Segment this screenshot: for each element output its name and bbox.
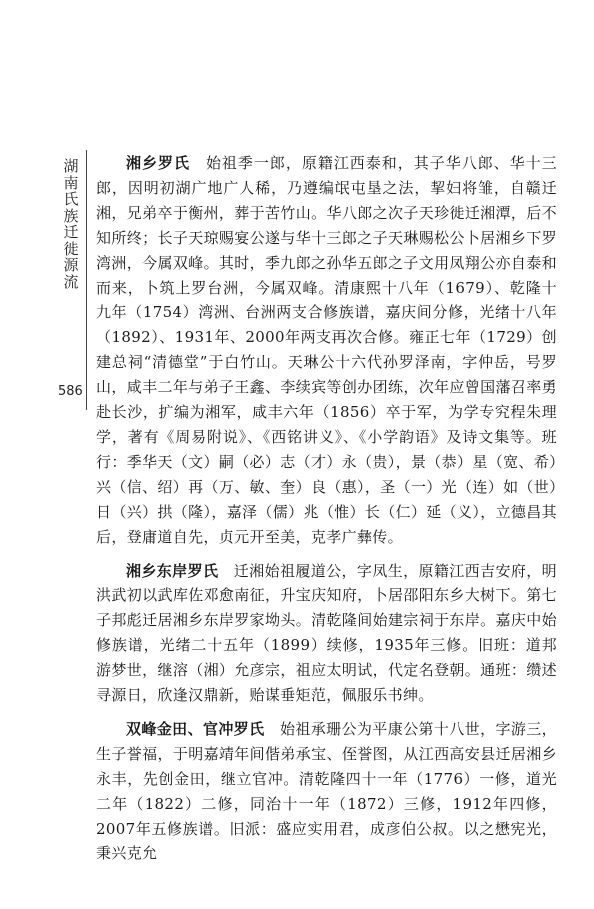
side-title-char: 湖 [63, 157, 79, 175]
entry-title: 湘乡东岸罗氏 [126, 561, 219, 580]
entry-paragraph [96, 151, 557, 550]
side-title-char: 氏 [63, 190, 79, 208]
entry-text: 始祖承珊公为平康公第十八世，字游三，生子誉福，于明嘉靖年间偕弟承宝、侄誉图，从江西高安县迁居湘乡永丰，先创金田，继立官冲。清乾隆四十一年（1776）一修，道光二年（1822）二修，同治十一年（1872）三修，1912年四修，2007年五修族谱。旧派：盛应实用君，成彦伯公叔。以之懋宪光，秉兴克允 [96, 719, 557, 863]
side-title-char: 族 [63, 206, 79, 225]
side-title-char: 流 [63, 272, 79, 291]
side-title-char: 徙 [63, 239, 79, 258]
entry-title: 湘乡罗氏 [126, 154, 190, 172]
entry-title: 双峰金田、官冲罗氏 [126, 719, 265, 738]
entry-text: 迁湘始祖履道公，字凤生，原籍江西吉安府，明洪武初以武库佐邓愈南征，升宝庆知府，卜居邵阳东乡大树下。第七子邦彪迁居湘乡东岸罗家坳头。清乾隆间始建宗祠于东岸。嘉庆中始修族谱，光绪二十五年（1899）续修，1935年三修。旧班：道邦游梦世，继溶（湘）允彦宗，祖应太明试，代定名登朝。通班：缵述寻源日，欣逢汉鼎新，贻谋垂矩范，佩服乐书绅。 [96, 561, 558, 705]
side-title-char: 南 [63, 173, 79, 192]
side-title-char: 迁 [63, 223, 79, 241]
margin-divider-rule [86, 150, 87, 410]
entry-paragraph [96, 559, 557, 708]
entry-paragraph [96, 717, 557, 866]
running-head-book-title [62, 158, 80, 290]
side-title-char: 源 [63, 256, 79, 274]
entry-text: 始祖季一郎，原籍江西泰和，其子华八郎、华十三郎，因明初湖广地广人稀，乃遵编氓屯垦之法，挈妇将雏，自赣迁湘，兄弟卒于衡州，葬于苦竹山。华八郎之次子天珍徙迁湘潭，后不知所终；长子天琼赐宴公遂与华十三郎之子天琳赐松公卜居湘乡下罗湾洲，今属双峰。其时，季九郎之孙华五郎之子文用凤翔公亦自泰和而来，卜筑上罗台洲，今属双峰。清康熙十八年（1679）、乾隆十九年（1754）湾洲、台洲两支合修族谱，嘉庆间分修，光绪十八年（1892）、1931年、2000年两支再次合修。雍正七年（1729）创建总祠“清德堂”于白竹山。天琳公十六代孙罗泽南，字仲岳，号罗山，咸丰二年与弟子王鑫、李续宾等创办团练，次年应曾国藩召率勇赴长沙，扩编为湘军，咸丰六年（1856）卒于军，为学专究程朱理学，著有《周易附说》、《西铭讲义》、《小学韵语》及诗文集等。班行：季华天（文）嗣（必）志（才）永（贵），景（恭）星（宽、希）兴（信、绍）再（万、敏、奎）良（惠），圣（一）光（连）如（世）日（兴）拱（隆），嘉泽（儒）兆（惟）长（仁）延（义），立德昌其后，登庸道自先，贞元开至美，克孝广彝传。 [96, 154, 557, 546]
body-text [96, 151, 557, 866]
page-number: 586 [58, 384, 83, 399]
